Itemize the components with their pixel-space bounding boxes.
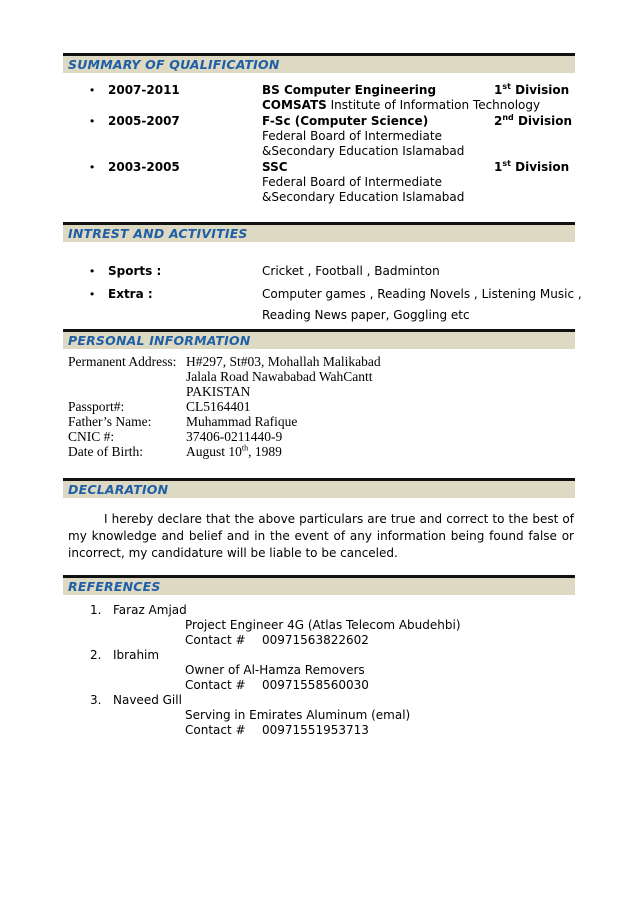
qualification-institute-line2: &Secondary Education Islamabad: [262, 144, 465, 158]
qualification-degree: F-Sc (Computer Science): [262, 114, 429, 128]
qualification-division: 1st Division: [494, 159, 570, 174]
qualification-institute-line1: Federal Board of Intermediate: [262, 175, 442, 189]
qualification-institute: COMSATS Institute of Information Technology: [262, 98, 541, 112]
qualification-degree: BS Computer Engineering: [262, 83, 437, 97]
activity-value-sports: Cricket , Football , Badminton: [262, 264, 440, 278]
bullet-icon: •: [90, 114, 95, 128]
reference-contact-number: 00971551953713: [262, 723, 369, 737]
qualification-institute-line1: Federal Board of Intermediate: [262, 129, 442, 143]
reference-name: Faraz Amjad: [113, 603, 187, 617]
personal-label-passport: Passport#:: [68, 399, 125, 414]
personal-label-father: Father’s Name:: [68, 414, 152, 429]
reference-contact-label: Contact #: [185, 678, 246, 692]
bullet-icon: •: [90, 83, 95, 97]
activity-value-extra-line1: Computer games , Reading Novels , Listening Music ,: [262, 287, 582, 301]
personal-value-passport: CL5164401: [186, 399, 251, 414]
reference-title: Owner of Al-Hamza Removers: [185, 663, 365, 677]
section-title: SUMMARY OF QUALIFICATION: [68, 57, 280, 72]
personal-address-line1: H#297, St#03, Mohallah Malikabad: [186, 354, 381, 369]
activity-label-sports: Sports :: [108, 264, 162, 278]
reference-title: Serving in Emirates Aluminum (emal): [185, 708, 411, 722]
section-title: PERSONAL INFORMATION: [68, 333, 251, 348]
section-title: REFERENCES: [68, 579, 161, 594]
reference-title: Project Engineer 4G (Atlas Telecom Abudehbi): [185, 618, 461, 632]
personal-address-line3: PAKISTAN: [186, 384, 251, 399]
personal-value-cnic: 37406-0211440-9: [186, 429, 283, 444]
qualification-division: 2nd Division: [494, 113, 573, 128]
section-header-declaration: [63, 478, 575, 498]
personal-value-father: Muhammad Rafique: [186, 414, 298, 429]
qualification-years: 2007-2011: [108, 83, 180, 97]
personal-address-line2: Jalala Road Nawababad WahCantt: [186, 369, 373, 384]
section-header-qualification: [63, 53, 575, 73]
section-header-interests: [63, 222, 575, 242]
reference-name: Naveed Gill: [113, 693, 182, 707]
activity-value-extra-line2: Reading News paper, Goggling etc: [262, 308, 470, 322]
section-header-personal: [63, 329, 575, 349]
reference-contact-number: 00971563822602: [262, 633, 369, 647]
reference-number: 2.: [90, 648, 102, 662]
reference-contact-number: 00971558560030: [262, 678, 369, 692]
personal-label-dob: Date of Birth:: [68, 444, 143, 459]
qualification-years: 2003-2005: [108, 160, 180, 174]
declaration-text: I hereby declare that the above particulars are true and correct to the best of my knowledge and belief and in the event of any information being found false or incorrect, my candidature will be liable to be canceled.: [68, 512, 574, 560]
personal-label-address: Permanent Address:: [68, 354, 177, 369]
activity-label-extra: Extra :: [108, 287, 153, 301]
reference-number: 1.: [90, 603, 102, 617]
section-title: DECLARATION: [68, 482, 169, 497]
personal-value-dob: August 10th, 1989: [186, 443, 282, 459]
personal-label-cnic: CNIC #:: [68, 429, 115, 444]
qualification-institute-line2: &Secondary Education Islamabad: [262, 190, 465, 204]
qualification-years: 2005-2007: [108, 114, 180, 128]
reference-number: 3.: [90, 693, 102, 707]
bullet-icon: •: [90, 287, 95, 301]
section-header-references: [63, 575, 575, 595]
reference-name: Ibrahim: [113, 648, 160, 662]
section-title: INTREST AND ACTIVITIES: [68, 226, 248, 241]
qualification-degree: SSC: [262, 160, 288, 174]
reference-contact-label: Contact #: [185, 723, 246, 737]
qualification-division: 1st Division: [494, 82, 570, 97]
bullet-icon: •: [90, 160, 95, 174]
reference-contact-label: Contact #: [185, 633, 246, 647]
bullet-icon: •: [90, 264, 95, 278]
